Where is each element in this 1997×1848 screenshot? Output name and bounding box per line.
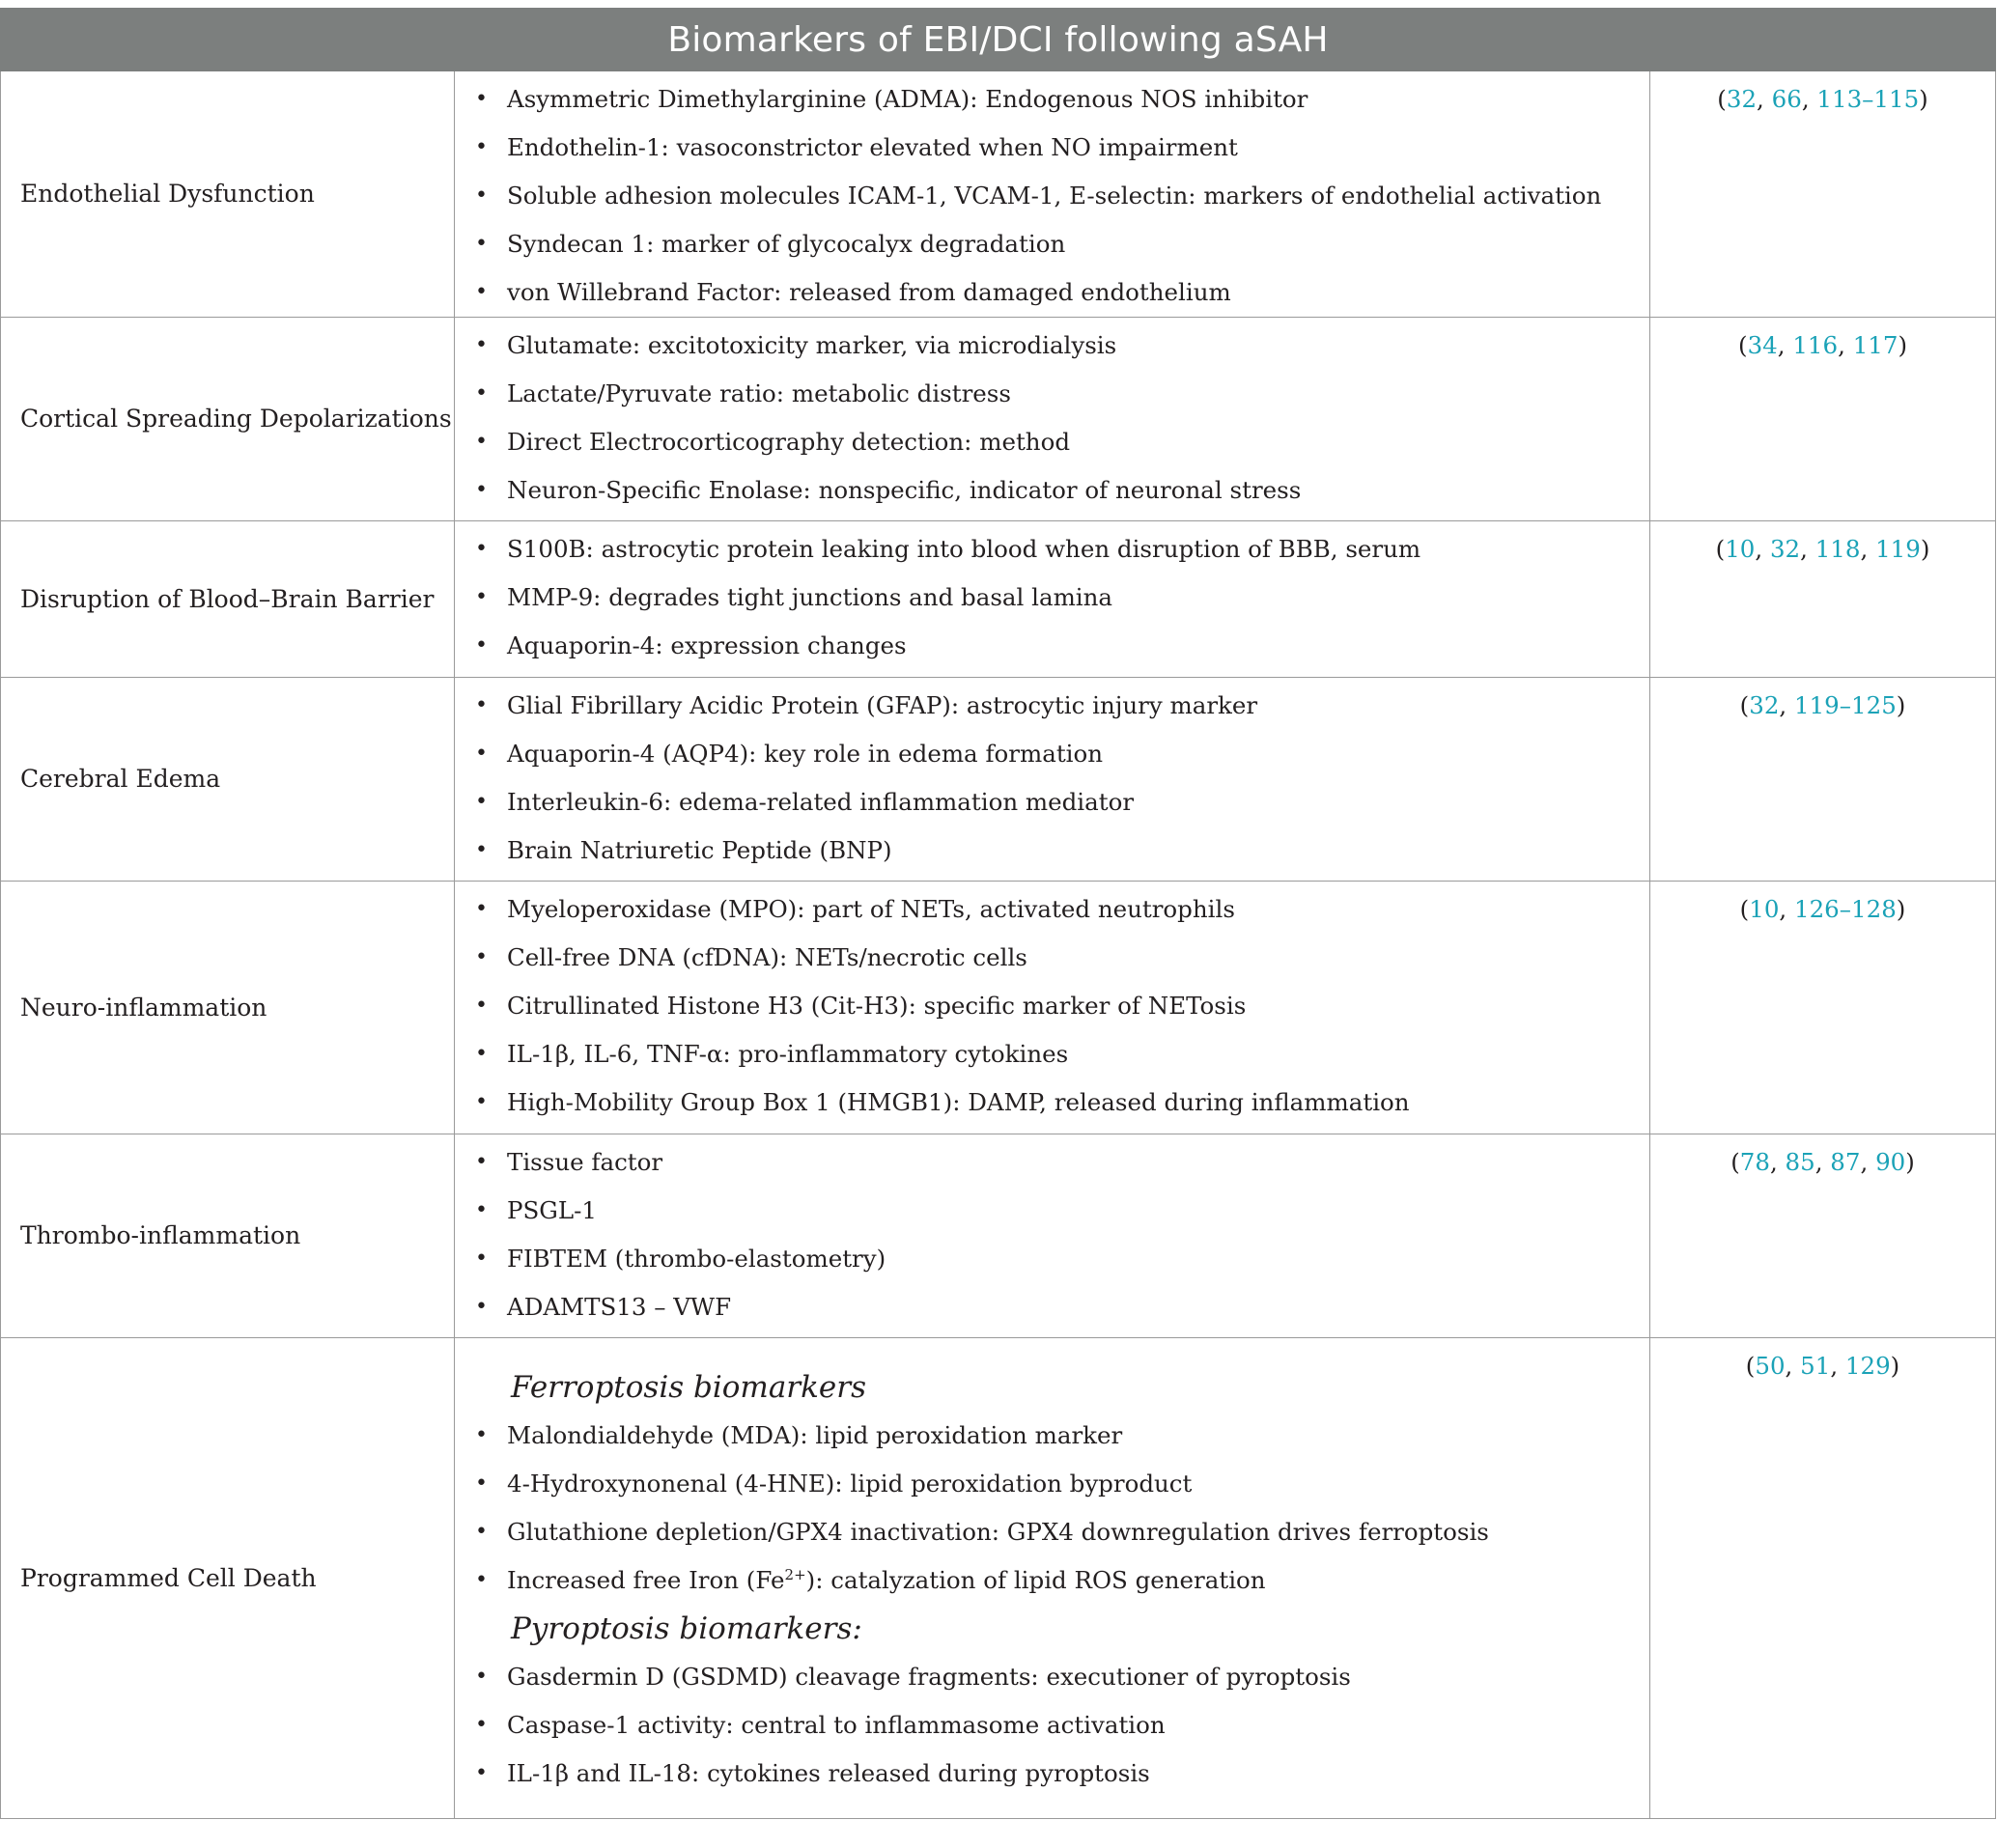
reference-link[interactable]: 34 xyxy=(1747,331,1778,359)
biomarker-list xyxy=(455,75,1649,317)
ferroptosis-list xyxy=(455,1412,1649,1605)
biomarker-cell xyxy=(455,71,1650,318)
list-item: • IL-1β, IL-6, TNF-α: pro-inflammatory cytokines xyxy=(455,1030,1649,1078)
reference-link[interactable]: 66 xyxy=(1771,85,1802,113)
pyroptosis-heading: Pyroptosis biomarkers: xyxy=(511,1611,862,1646)
list-item: • Neuron-Specific Enolase: nonspecific, indicator of neuronal stress xyxy=(455,466,1649,515)
reference-link[interactable]: 118 xyxy=(1814,535,1861,563)
biomarker-cell xyxy=(455,882,1650,1134)
list-item: • Asymmetric Dimethylarginine (ADMA): Endogenous NOS inhibitor xyxy=(455,75,1649,124)
reference-link[interactable]: 10 xyxy=(1725,535,1756,563)
list-item: • MMP-9: degrades tight junctions and basal lamina xyxy=(455,574,1649,622)
reference-link[interactable]: 10 xyxy=(1749,895,1780,923)
references-cell: (78, 85, 87, 90) xyxy=(1650,1134,1996,1338)
reference-link[interactable]: 87 xyxy=(1830,1148,1861,1176)
references-cell: (10, 32, 118, 119) xyxy=(1650,521,1996,678)
category-cell: Programmed Cell Death xyxy=(1,1338,455,1819)
category-cell: Neuro-inflammation xyxy=(1,882,455,1134)
category-cell: Disruption of Blood–Brain Barrier xyxy=(1,521,455,678)
reference-link[interactable]: 32 xyxy=(1769,535,1801,563)
iron-item-suffix: ): catalyzation of lipid ROS generation xyxy=(805,1566,1266,1594)
reference-link[interactable]: 50 xyxy=(1755,1352,1786,1380)
biomarker-list xyxy=(455,525,1649,670)
category-cell: Cortical Spreading Depolarizations xyxy=(1,318,455,521)
iron-charge: 2+ xyxy=(784,1565,806,1583)
biomarker-list xyxy=(455,1138,1649,1331)
list-item: • Soluble adhesion molecules ICAM-1, VCAM-1, E-selectin: markers of endothelial activation xyxy=(455,172,1649,220)
list-item: • FIBTEM (thrombo-elastometry) xyxy=(455,1235,1649,1283)
biomarker-list xyxy=(455,885,1649,1127)
category-cell: Cerebral Edema xyxy=(1,678,455,882)
list-item: • 4-Hydroxynonenal (4-HNE): lipid peroxidation byproduct xyxy=(455,1460,1649,1508)
reference-link[interactable]: 129 xyxy=(1844,1352,1891,1380)
reference-link[interactable]: 113–115 xyxy=(1816,85,1920,113)
reference-link[interactable]: 78 xyxy=(1739,1148,1770,1176)
reference-link[interactable]: 32 xyxy=(1749,691,1780,719)
list-item: • Glutathione depletion/GPX4 inactivation: GPX4 downregulation drives ferroptosis xyxy=(455,1508,1649,1556)
list-item: • Citrullinated Histone H3 (Cit-H3): specific marker of NETosis xyxy=(455,982,1649,1030)
reference-link[interactable]: 85 xyxy=(1785,1148,1815,1176)
biomarker-list xyxy=(455,322,1649,515)
list-item: • S100B: astrocytic protein leaking into blood when disruption of BBB, serum xyxy=(455,525,1649,574)
reference-link[interactable]: 90 xyxy=(1875,1148,1906,1176)
list-item: • Cell-free DNA (cfDNA): NETs/necrotic cells xyxy=(455,934,1649,982)
iron-item-prefix: Increased free Iron (Fe xyxy=(507,1566,785,1594)
list-item: • Glial Fibrillary Acidic Protein (GFAP): astrocytic injury marker xyxy=(455,682,1649,730)
table-title: Biomarkers of EBI/DCI following aSAH xyxy=(1,9,1996,71)
references-cell: (10, 126–128) xyxy=(1650,882,1996,1134)
category-cell: Thrombo-inflammation xyxy=(1,1134,455,1338)
list-item: • IL-1β and IL-18: cytokines released during pyroptosis xyxy=(455,1750,1649,1798)
biomarkers-table xyxy=(0,8,1996,1819)
list-item: • Gasdermin D (GSDMD) cleavage fragments: executioner of pyroptosis xyxy=(455,1653,1649,1701)
biomarker-cell xyxy=(455,318,1650,521)
table-row xyxy=(1,1134,1996,1338)
table-row xyxy=(1,521,1996,678)
list-item: • von Willebrand Factor: released from damaged endothelium xyxy=(455,268,1649,317)
list-item: • Malondialdehyde (MDA): lipid peroxidation marker xyxy=(455,1412,1649,1460)
table-row xyxy=(1,71,1996,318)
reference-link[interactable]: 51 xyxy=(1800,1352,1831,1380)
list-item: • Caspase-1 activity: central to inflammasome activation xyxy=(455,1701,1649,1750)
list-item xyxy=(455,1556,1649,1605)
list-item: • Brain Natriuretic Peptide (BNP) xyxy=(455,826,1649,875)
biomarker-cell xyxy=(455,678,1650,882)
table-row xyxy=(1,678,1996,882)
list-item: • Lactate/Pyruvate ratio: metabolic distress xyxy=(455,370,1649,418)
biomarker-list xyxy=(455,682,1649,875)
biomarker-cell xyxy=(455,1338,1650,1819)
reference-link[interactable]: 117 xyxy=(1852,331,1899,359)
references-cell: (32, 119–125) xyxy=(1650,678,1996,882)
biomarker-cell xyxy=(455,1134,1650,1338)
list-item: • Direct Electrocorticography detection: method xyxy=(455,418,1649,466)
list-item: • Aquaporin-4: expression changes xyxy=(455,622,1649,670)
list-item: • Aquaporin-4 (AQP4): key role in edema formation xyxy=(455,730,1649,778)
table-row xyxy=(1,318,1996,521)
reference-link[interactable]: 119–125 xyxy=(1794,691,1897,719)
list-item: • Tissue factor xyxy=(455,1138,1649,1187)
reference-link[interactable]: 126–128 xyxy=(1794,895,1897,923)
references-cell: (50, 51, 129) xyxy=(1650,1338,1996,1819)
table-row xyxy=(1,882,1996,1134)
list-item: • High-Mobility Group Box 1 (HMGB1): DAMP, released during inflammation xyxy=(455,1078,1649,1127)
table-row xyxy=(1,1338,1996,1819)
references-cell: (34, 116, 117) xyxy=(1650,318,1996,521)
pyroptosis-list xyxy=(455,1653,1649,1798)
list-item: • PSGL-1 xyxy=(455,1187,1649,1235)
reference-link[interactable]: 32 xyxy=(1726,85,1758,113)
list-item: • Myeloperoxidase (MPO): part of NETs, activated neutrophils xyxy=(455,885,1649,934)
reference-link[interactable]: 119 xyxy=(1875,535,1921,563)
list-item: • Endothelin-1: vasoconstrictor elevated when NO impairment xyxy=(455,124,1649,172)
references-cell: (32, 66, 113–115) xyxy=(1650,71,1996,318)
category-cell: Endothelial Dysfunction xyxy=(1,71,455,318)
list-item: • Glutamate: excitotoxicity marker, via microdialysis xyxy=(455,322,1649,370)
ferroptosis-heading: Ferroptosis biomarkers xyxy=(511,1370,866,1405)
list-item: • ADAMTS13 – VWF xyxy=(455,1283,1649,1331)
list-item: • Interleukin-6: edema-related inflammation mediator xyxy=(455,778,1649,826)
list-item: • Syndecan 1: marker of glycocalyx degradation xyxy=(455,220,1649,268)
biomarker-cell xyxy=(455,521,1650,678)
reference-link[interactable]: 116 xyxy=(1792,331,1839,359)
